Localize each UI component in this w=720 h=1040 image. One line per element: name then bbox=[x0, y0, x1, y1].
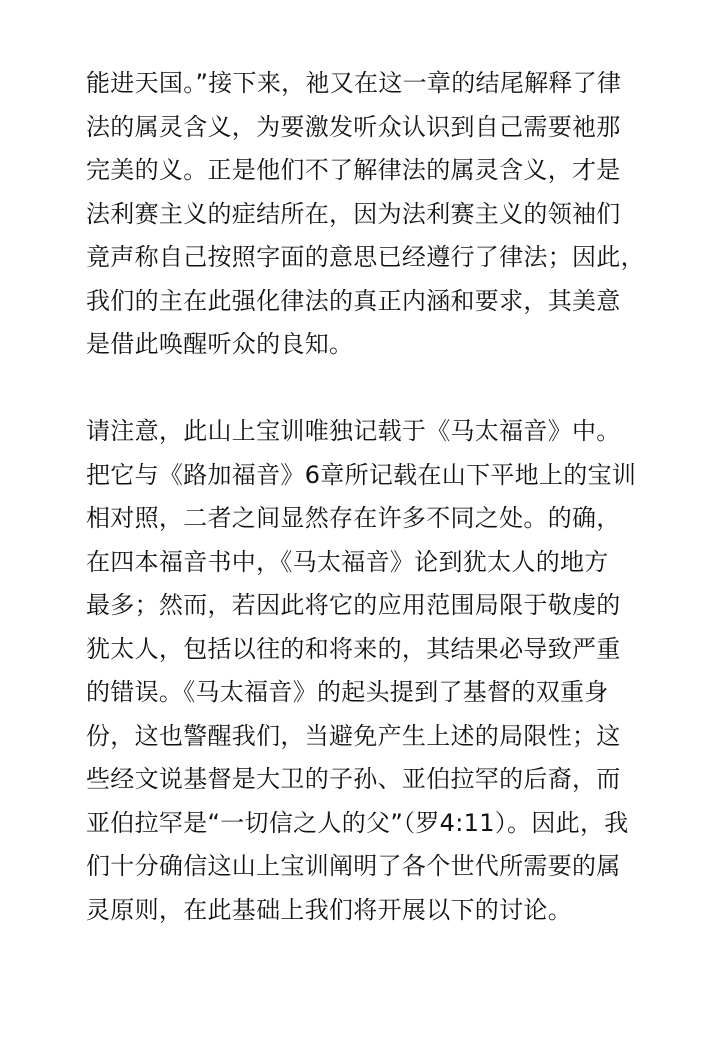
text-line: 竟声称自己按照字面的意思已经遵行了律法；因此， bbox=[86, 243, 645, 271]
text-line: 法的属灵含义，为要激发听众认识到自己需要祂那 bbox=[86, 112, 621, 141]
text-line: 能进天国。”接下来，祂又在这一章的结尾解释了律 bbox=[86, 69, 622, 97]
text-line: 我们的主在此强化律法的真正内涵和要求，其美意 bbox=[86, 286, 621, 315]
text-line: 请注意，此山上宝训唯独记载于《马太福音》中。 bbox=[86, 417, 621, 445]
text-line: 份，这也警醒我们，当避免产生上述的局限性；这 bbox=[86, 721, 621, 750]
paragraph-2 bbox=[86, 410, 646, 932]
text-line: 完美的义。正是他们不了解律法的属灵含义，才是 bbox=[86, 156, 621, 184]
text-line: 些经文说基督是大卫的子孙、亚伯拉罕的后裔，而 bbox=[86, 765, 621, 793]
paragraph-1 bbox=[86, 62, 646, 367]
text-line: 最多；然而，若因此将它的应用范围局限于敬虔的 bbox=[86, 591, 621, 619]
text-line: 在四本福音书中，《马太福音》论到犹太人的地方 bbox=[86, 547, 609, 576]
text-line: 是借此唤醒听众的良知。 bbox=[86, 330, 354, 358]
text-line: 的错误。《马太福音》的起头提到了基督的双重身 bbox=[86, 678, 609, 706]
text-line: 把它与《路加福音》6章所记载在山下平地上的宝训 bbox=[86, 460, 637, 489]
text-line: 们十分确信这山上宝训阐明了各个世代所需要的属 bbox=[86, 852, 621, 880]
text-line: 亚伯拉罕是“一切信之人的父”（罗4:11）。因此，我 bbox=[86, 808, 629, 837]
text-line: 犹太人，包括以往的和将来的，其结果必导致严重 bbox=[86, 634, 621, 663]
text-line: 灵原则，在此基础上我们将开展以下的讨论。 bbox=[86, 895, 572, 924]
text-line: 相对照，二者之间显然存在许多不同之处。的确， bbox=[86, 504, 621, 532]
text-line: 法利赛主义的症结所在，因为法利赛主义的领袖们 bbox=[86, 199, 621, 228]
